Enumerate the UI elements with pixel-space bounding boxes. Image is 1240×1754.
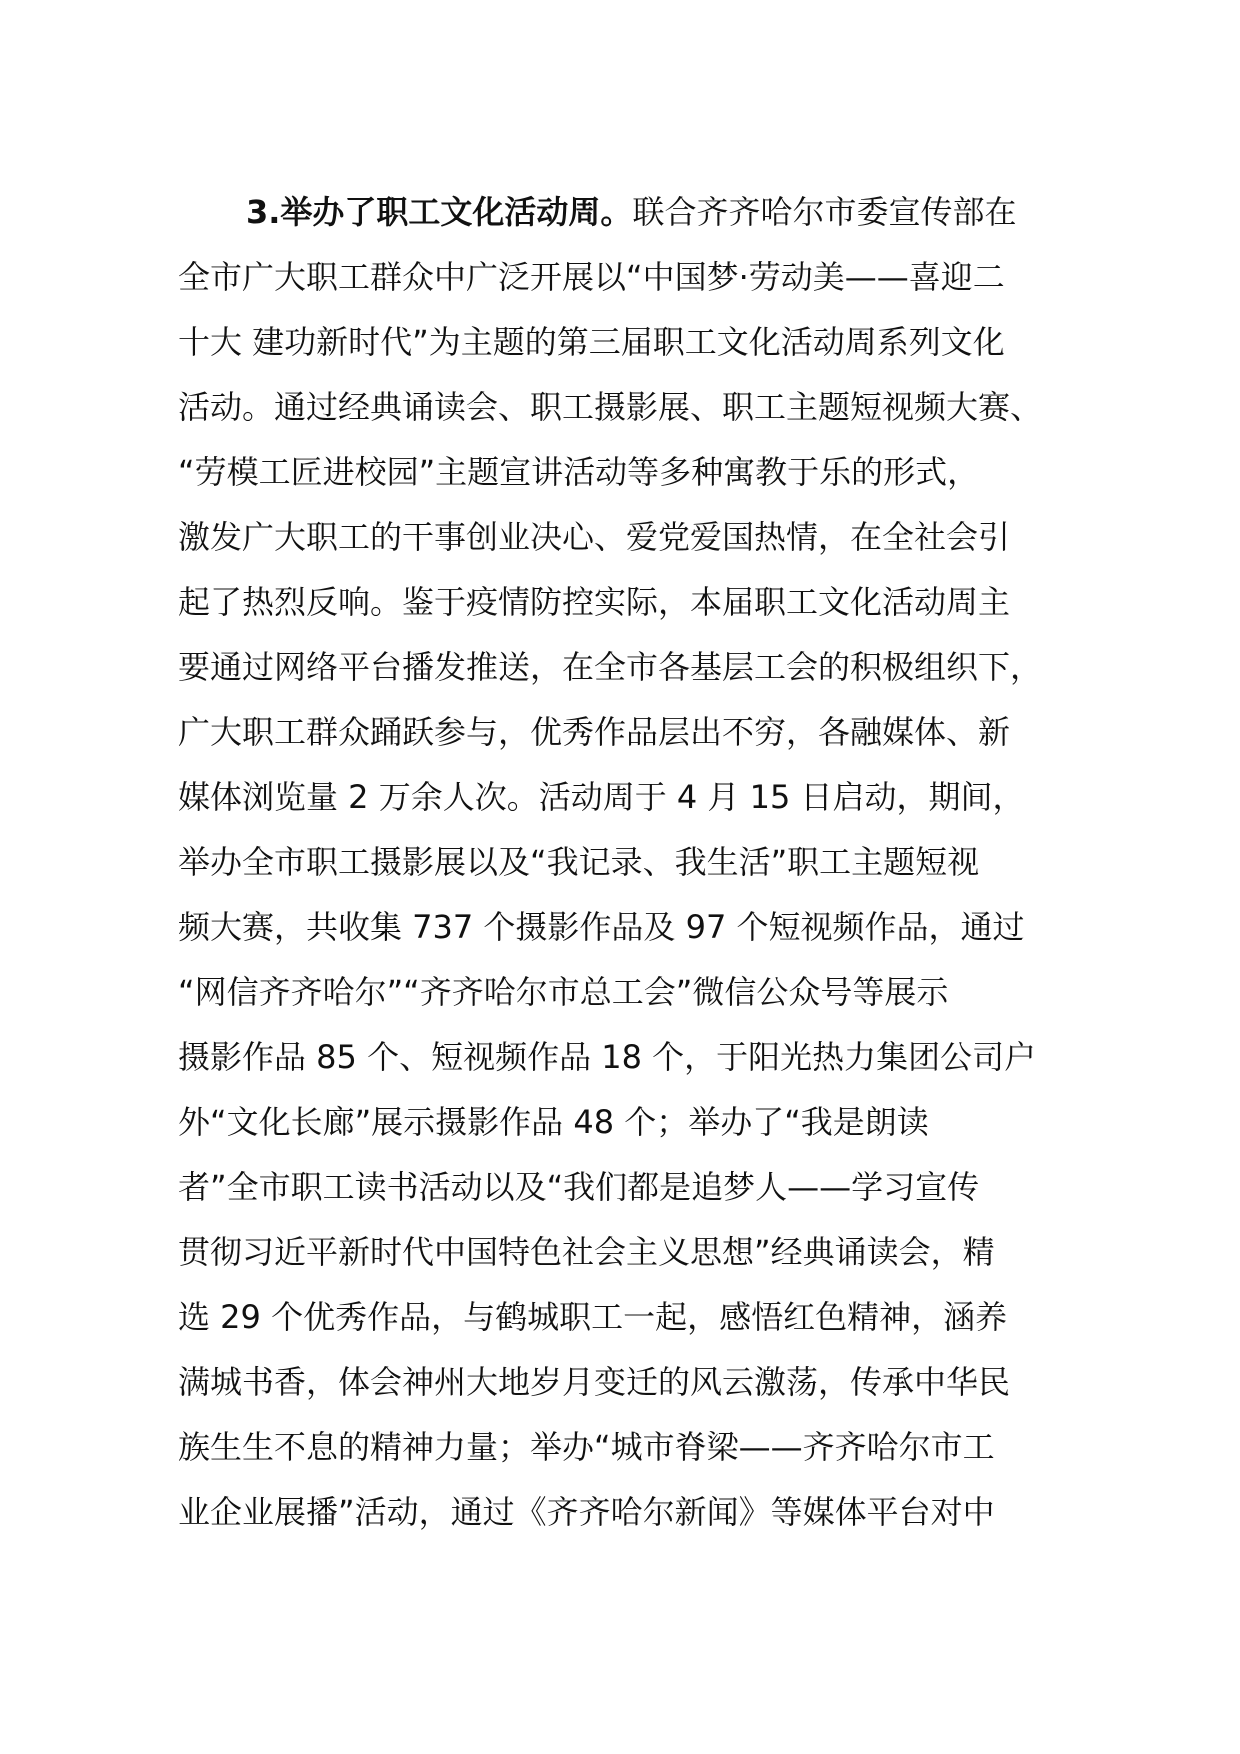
text-line: 摄影作品 85 个、短视频作品 18 个，于阳光热力集团公司户 <box>178 1038 1037 1076</box>
text-line: 频大赛，共收集 737 个摄影作品及 97 个短视频作品，通过 <box>178 908 1025 946</box>
body-paragraph <box>178 180 1078 1545</box>
paragraph-first-line <box>178 180 1078 245</box>
text-line: 者”全市职工读书活动以及“我们都是追梦人——学习宣传 <box>178 1168 980 1206</box>
text-line: 贯彻习近平新时代中国特色社会主义思想”经典诵读会，精 <box>178 1233 995 1271</box>
section-heading: 3.举办了职工文化活动周。 <box>246 193 633 231</box>
text-line: “劳模工匠进校园”主题宣讲活动等多种寓教于乐的形式， <box>178 453 980 491</box>
text-line: 十大 建功新时代”为主题的第三届职工文化活动周系列文化 <box>178 323 1005 361</box>
text-line: 媒体浏览量 2 万余人次。活动周于 4 月 15 日启动，期间， <box>178 778 1025 816</box>
text-line: 外“文化长廊”展示摄影作品 48 个；举办了“我是朗读 <box>178 1103 929 1141</box>
text-line: 起了热烈反响。鉴于疫情防控实际，本届职工文化活动周主 <box>178 583 1011 621</box>
text-line: 业企业展播”活动，通过《齐齐哈尔新闻》等媒体平台对中 <box>178 1493 995 1531</box>
text-line: “网信齐齐哈尔”“齐齐哈尔市总工会”微信公众号等展示 <box>178 973 949 1011</box>
text-line: 全市广大职工群众中广泛开展以“中国梦·劳动美——喜迎二 <box>178 258 1005 296</box>
text-line: 选 29 个优秀作品，与鹤城职工一起，感悟红色精神，涵养 <box>178 1298 1008 1336</box>
text-line: 活动。通过经典诵读会、职工摄影展、职工主题短视频大赛、 <box>178 388 1043 426</box>
text-line: 满城书香，体会神州大地岁月变迁的风云激荡，传承中华民 <box>178 1363 1011 1401</box>
text-line: 联合齐齐哈尔市委宣传部在 <box>632 193 1017 231</box>
text-line: 族生生不息的精神力量；举办“城市脊梁——齐齐哈尔市工 <box>178 1428 995 1466</box>
text-line: 激发广大职工的干事创业决心、爱党爱国热情，在全社会引 <box>178 518 1011 556</box>
text-line: 举办全市职工摄影展以及“我记录、我生活”职工主题短视 <box>178 843 980 881</box>
text-line: 要通过网络平台播发推送，在全市各基层工会的积极组织下， <box>178 648 1043 686</box>
text-line: 广大职工群众踊跃参与，优秀作品层出不穷，各融媒体、新 <box>178 713 1011 751</box>
